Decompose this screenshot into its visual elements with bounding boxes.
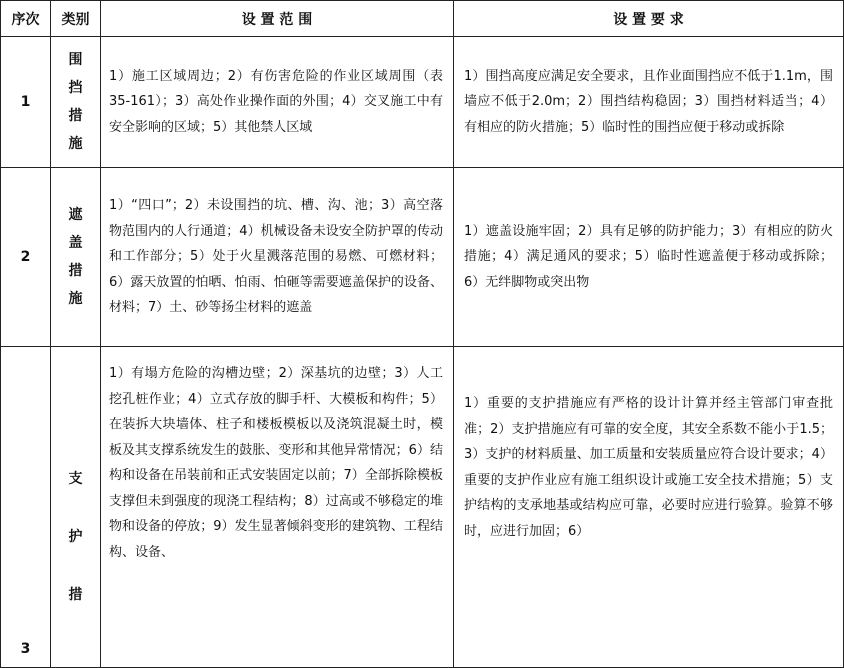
row-scope: 1）施工区域周边；2）有伤害危险的作业区域周围（表35-161）；3）高处作业操作面的外围；4）交叉施工中有安全影响的区域；5）其他禁人区域 — [101, 37, 454, 168]
category-char: 施 — [68, 291, 83, 307]
row-index: 1 — [1, 37, 51, 168]
table-row — [1, 37, 844, 168]
table-row — [1, 168, 844, 347]
row-scope: 1）有塌方危险的沟槽边壁；2）深基坑的边壁；3）人工挖孔桩作业；4）立式存放的脚手杆、大模板和构件；5）在装拆大块墙体、柱子和楼板模板以及浇筑混凝土时，模板及其支撑系统发生的鼓胀、变形和其他异常情况；6）结构和设备在吊装前和正式安装固定以前；7）全部拆除模板支撑但未到强度的现浇工程结构；8）过高或不够稳定的堆物和设备的停放；9）发生显著倾斜变形的建筑物、工程结构、设备、 — [101, 347, 454, 668]
header-index: 序次 — [1, 1, 51, 37]
row-requirement: 1）遮盖设施牢固；2）具有足够的防护能力；3）有相应的防火措施；4）满足通风的要求；5）临时性遮盖便于移动或拆除；6）无绊脚物或突出物 — [454, 168, 844, 347]
category-char: 围 — [68, 52, 83, 68]
row-requirement: 1）重要的支护措施应有严格的设计计算并经主管部门审查批准；2）支护措施应有可靠的安全度，其安全系数不能小于1.5；3）支护的材料质量、加工质量和安装质量应符合设计要求；4）重要的支护作业应有施工组织设计或施工安全技术措施；5）支护结构的支承地基或结构应可靠，必要时应进行验算。验算不够时，应进行加固；6） — [454, 347, 844, 668]
row-category — [51, 37, 101, 168]
header-scope: 设 置 范 围 — [101, 1, 454, 37]
row-requirement: 1）围挡高度应满足安全要求，且作业面围挡应不低于1.1m，围墙应不低于2.0m；2）围挡结构稳固；3）围挡材料适当；4）有相应的防火措施；5）临时性的围挡应便于移动或拆除 — [454, 37, 844, 168]
category-char: 挡 — [68, 80, 83, 96]
header-category: 类别 — [51, 1, 101, 37]
row-category — [51, 168, 101, 347]
table-header-row — [1, 1, 844, 37]
category-char: 遮 — [68, 207, 83, 223]
category-char: 施 — [68, 136, 83, 152]
category-char: 盖 — [68, 235, 83, 251]
row-scope: 1）“四口”；2）未设围挡的坑、槽、沟、池；3）高空落物范围内的人行通道；4）机械设备未设安全防护罩的传动和工作部分；5）处于火星溅落范围的易燃、可燃材料；6）露天放置的怕晒、怕雨、怕砸等需要遮盖保护的设备、材料；7）土、砂等扬尘材料的遮盖 — [101, 168, 454, 347]
category-char: 措 — [68, 263, 83, 279]
category-char: 护 — [68, 529, 83, 545]
category-char: 支 — [68, 471, 83, 487]
row-category — [51, 347, 101, 668]
category-char: 措 — [68, 587, 83, 603]
category-char: 措 — [68, 108, 83, 124]
row-index: 3 — [1, 347, 51, 668]
header-requirement: 设 置 要 求 — [454, 1, 844, 37]
row-index: 2 — [1, 168, 51, 347]
table-row — [1, 347, 844, 668]
